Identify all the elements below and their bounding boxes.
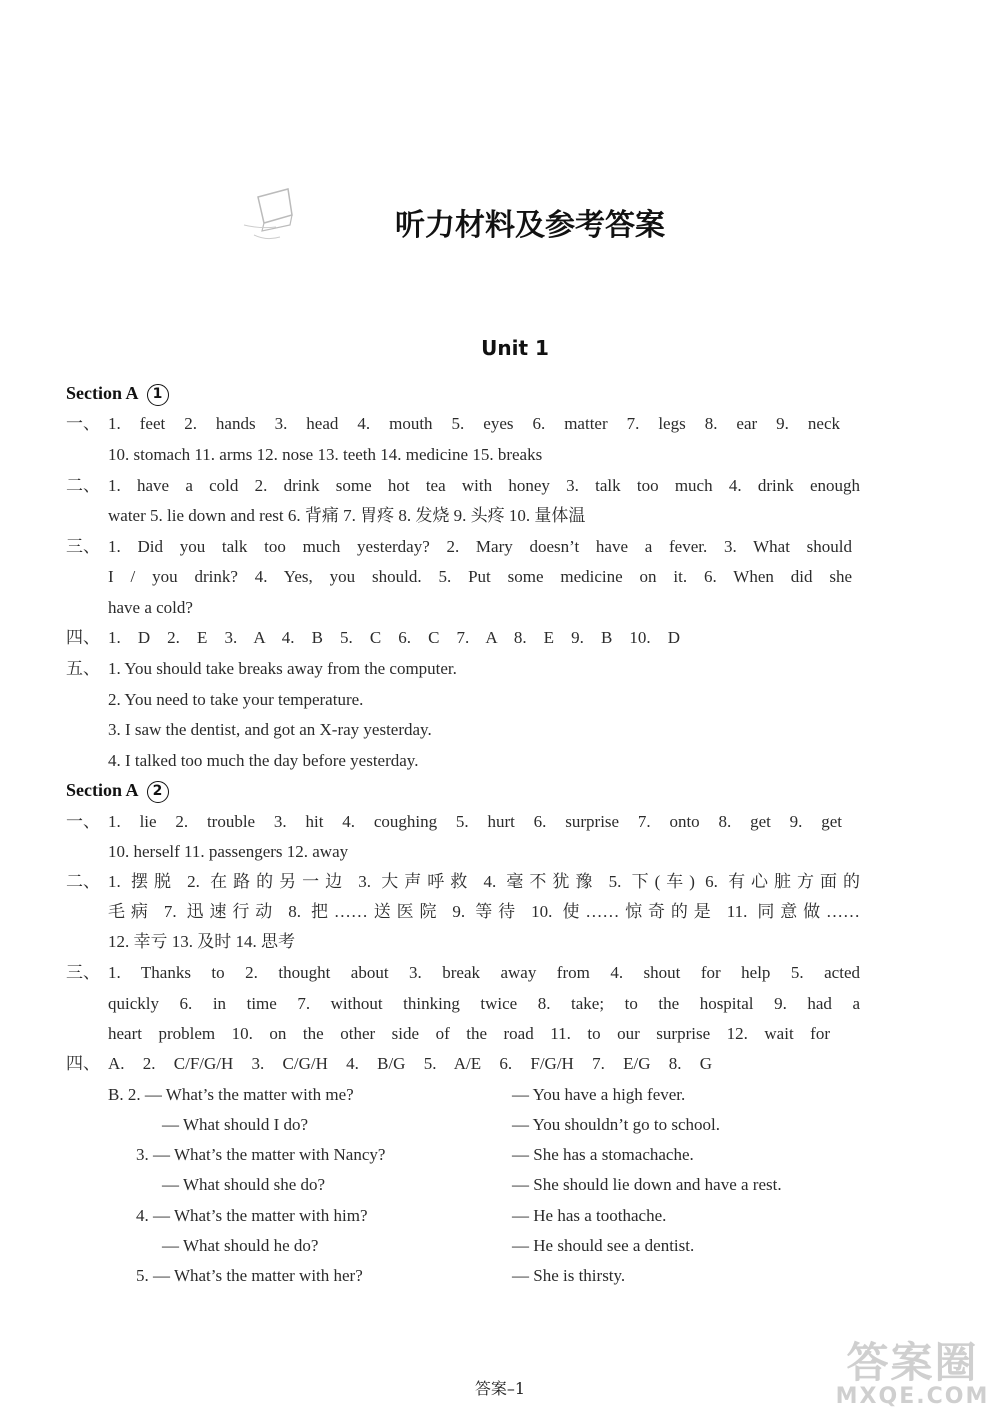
question-mark: 五、 xyxy=(66,659,100,678)
answer-line: 1. lie 2. trouble 3. hit 4. coughing 5. hurt 6. surprise 7. onto 8. get 9. get xyxy=(108,812,842,831)
answer-line: quickly 6. in time 7. without thinking twice 8. take; to the hospital 9. had a xyxy=(108,994,860,1013)
unit-title: Unit 1 xyxy=(481,336,549,360)
watermark-text: 答案圈 xyxy=(846,1338,979,1387)
dialogue-left: 3. — What’s the matter with Nancy? xyxy=(136,1145,386,1164)
question-mark: 三、 xyxy=(66,537,100,556)
answer-line: 4. I talked too much the day before yesterday. xyxy=(108,751,419,770)
section-number-badge: 2 xyxy=(147,781,169,803)
dialogue-right: — She is thirsty. xyxy=(512,1266,626,1285)
answer-line: 1. Did you talk too much yesterday? 2. Mary doesn’t have a fever. 3. What should xyxy=(108,537,852,556)
watermark-logo xyxy=(830,1330,995,1415)
question-mark: 四、 xyxy=(66,1054,100,1073)
answer-line: 1. 摆脱 2. 在路的另一边 3. 大声呼救 4. 毫不犹豫 5. 下(车) 6. 有心脏方面的 xyxy=(108,872,860,891)
answer-line: water 5. lie down and rest 6. 背痛 7. 胃疼 8. 发烧 9. 头疼 10. 量体温 xyxy=(108,506,586,525)
dialogue-right: — He has a toothache. xyxy=(512,1206,667,1225)
dialogue-left: 4. — What’s the matter with him? xyxy=(136,1206,368,1225)
answer-line: 3. I saw the dentist, and got an X-ray yesterday. xyxy=(108,720,432,739)
page-footer: 答案–1 xyxy=(474,1379,526,1398)
section-heading-2 xyxy=(66,780,169,803)
answer-line: 毛病 7. 迅速行动 8. 把……送医院 9. 等待 10. 使……惊奇的是 11. 同意做…… xyxy=(108,902,860,921)
question-mark: 一、 xyxy=(66,812,100,831)
dialogue-right: — She should lie down and have a rest. xyxy=(512,1175,782,1194)
dialogue-right: — You have a high fever. xyxy=(512,1085,686,1104)
answer-line: 1. Thanks to 2. thought about 3. break away from 4. shout for help 5. acted xyxy=(108,963,860,982)
question-mark: 三、 xyxy=(66,963,100,982)
section-label: Section A xyxy=(66,383,139,403)
watermark-subtext: MXQE.COM xyxy=(835,1384,990,1409)
answer-line: 10. stomach 11. arms 12. nose 13. teeth 14. medicine 15. breaks xyxy=(108,445,543,464)
answer-line: 12. 幸亏 13. 及时 14. 思考 xyxy=(108,932,295,951)
answer-line: A. 2. C/F/G/H 3. C/G/H 4. B/G 5. A/E 6. F/G/H 7. E/G 8. G xyxy=(108,1054,712,1073)
page-title: 听力材料及参考答案 xyxy=(395,208,665,243)
answer-line: 1. feet 2. hands 3. head 4. mouth 5. eyes 6. matter 7. legs 8. ear 9. neck xyxy=(108,414,840,433)
answer-line: heart problem 10. on the other side of the road 11. to our surprise 12. wait for xyxy=(108,1024,830,1043)
answer-line: 1. D 2. E 3. A 4. B 5. C 6. C 7. A 8. E 9. B 10. D xyxy=(108,628,680,647)
dialogue-left: B. 2. — What’s the matter with me? xyxy=(108,1085,354,1104)
section-number-badge: 1 xyxy=(147,384,169,406)
dialogue-left: — What should she do? xyxy=(162,1175,326,1194)
question-mark: 二、 xyxy=(66,476,100,495)
answer-line: 1. You should take breaks away from the computer. xyxy=(108,659,457,678)
answer-line: 10. herself 11. passengers 12. away xyxy=(108,842,349,861)
question-mark: 二、 xyxy=(66,872,100,891)
dialogue-left: — What should I do? xyxy=(162,1115,309,1134)
answer-line: I / you drink? 4. Yes, you should. 5. Put some medicine on it. 6. When did she xyxy=(108,567,852,586)
answer-line: 2. You need to take your temperature. xyxy=(108,690,364,709)
dialogue-right: — He should see a dentist. xyxy=(512,1236,695,1255)
question-mark: 一、 xyxy=(66,414,100,433)
dialogue-right: — She has a stomachache. xyxy=(512,1145,694,1164)
dialogue-left: — What should he do? xyxy=(162,1236,319,1255)
section-heading-1 xyxy=(66,383,169,406)
answer-line: have a cold? xyxy=(108,598,193,617)
answer-line: 1. have a cold 2. drink some hot tea with honey 3. talk too much 4. drink enough xyxy=(108,476,860,495)
question-mark: 四、 xyxy=(66,628,100,647)
dialogue-left: 5. — What’s the matter with her? xyxy=(136,1266,363,1285)
dialogue-right: — You shouldn’t go to school. xyxy=(512,1115,720,1134)
section-label: Section A xyxy=(66,780,139,800)
